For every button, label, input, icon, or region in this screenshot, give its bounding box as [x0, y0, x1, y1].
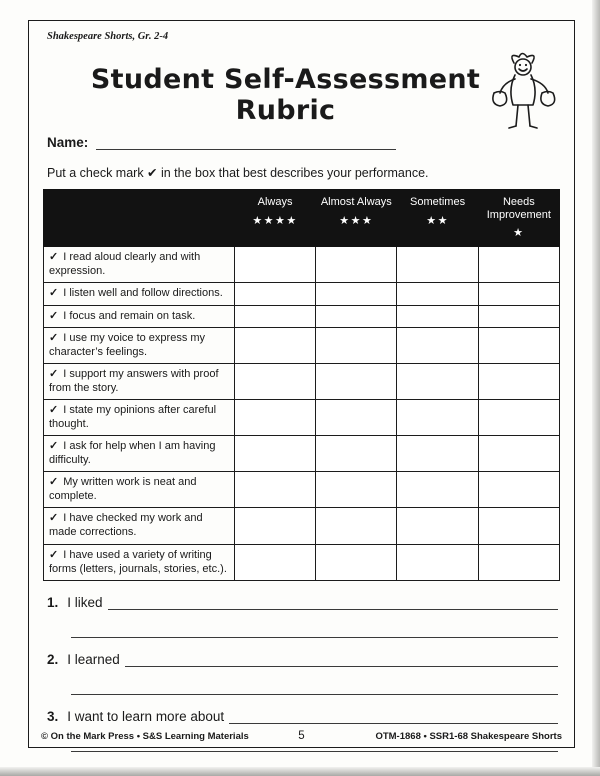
three-stars-icon: ★★★: [339, 214, 374, 227]
rating-checkbox-cell[interactable]: [316, 399, 397, 435]
rating-checkbox-cell[interactable]: [478, 508, 559, 544]
prompt-number: 3.: [47, 708, 59, 724]
rubric-row: [44, 283, 560, 305]
two-stars-icon: ★★: [426, 214, 449, 227]
rating-checkbox-cell[interactable]: [234, 363, 315, 399]
footer-catalog-code: OTM-1868 • SSR1-68 Shakespeare Shorts: [375, 731, 562, 742]
rating-checkbox-cell[interactable]: [478, 327, 559, 363]
statement-text: I state my opinions after careful thought.: [49, 403, 217, 430]
rating-checkbox-cell[interactable]: [234, 508, 315, 544]
statement-text: I use my voice to express my character’s feelings.: [49, 331, 206, 358]
prompt-first-line: [47, 594, 558, 610]
footer-page-number: 5: [298, 730, 305, 742]
column-header-needs-improvement: [478, 190, 559, 247]
rating-checkbox-cell[interactable]: [478, 472, 559, 508]
one-star-icon: ★: [513, 227, 525, 240]
rating-checkbox-cell[interactable]: [234, 305, 315, 327]
rating-checkbox-cell[interactable]: [478, 283, 559, 305]
statement-cell: [44, 544, 235, 580]
statement-cell: [44, 508, 235, 544]
rating-checkbox-cell[interactable]: [478, 399, 559, 435]
column-header-almost-always: [316, 190, 397, 247]
statement-text: I listen well and follow directions.: [63, 287, 223, 300]
rubric-row: [44, 544, 560, 580]
rating-checkbox-cell[interactable]: [316, 544, 397, 580]
check-icon: ✓: [49, 287, 59, 300]
column-label: Always: [257, 196, 293, 208]
prompt-answer-line[interactable]: [108, 594, 558, 610]
prompt-block: [47, 651, 558, 695]
statement-text: My written work is neat and complete.: [49, 476, 197, 503]
rating-checkbox-cell[interactable]: [234, 327, 315, 363]
page-title: Student Self-Assessment Rubric: [90, 64, 481, 126]
rating-checkbox-cell[interactable]: [316, 327, 397, 363]
rating-checkbox-cell[interactable]: [316, 363, 397, 399]
prompt-first-line: [47, 708, 558, 724]
rating-checkbox-cell[interactable]: [478, 305, 559, 327]
rating-checkbox-cell[interactable]: [397, 472, 478, 508]
rating-checkbox-cell[interactable]: [234, 247, 315, 283]
rating-checkbox-cell[interactable]: [316, 436, 397, 472]
column-label: Sometimes: [410, 196, 466, 208]
rubric-row: [44, 327, 560, 363]
column-header-sometimes: [397, 190, 478, 247]
rating-checkbox-cell[interactable]: [397, 544, 478, 580]
rating-checkbox-cell[interactable]: [316, 247, 397, 283]
rating-checkbox-cell[interactable]: [478, 544, 559, 580]
check-icon: ✓: [49, 476, 59, 489]
scan-edge-bottom: [0, 767, 600, 776]
column-header-always: [234, 190, 315, 247]
check-icon: ✓: [49, 440, 59, 453]
statement-text: I read aloud clearly and with expression.: [49, 251, 201, 278]
statement-text: I have used a variety of writing forms (letters, journals, stories, etc.).: [49, 548, 227, 575]
statement-cell: [44, 305, 235, 327]
rating-checkbox-cell[interactable]: [397, 363, 478, 399]
prompt-answer-line-2[interactable]: [71, 680, 558, 695]
check-icon: ✓: [49, 512, 59, 525]
rating-checkbox-cell[interactable]: [234, 399, 315, 435]
rating-checkbox-cell[interactable]: [478, 436, 559, 472]
check-icon: ✓: [49, 367, 59, 380]
name-input-line[interactable]: [96, 134, 396, 150]
page-border-frame: [28, 20, 575, 748]
rating-checkbox-cell[interactable]: [397, 305, 478, 327]
rating-checkbox-cell[interactable]: [234, 472, 315, 508]
statement-cell: [44, 472, 235, 508]
rating-checkbox-cell[interactable]: [397, 436, 478, 472]
prompt-answer-line[interactable]: [229, 708, 558, 724]
rating-checkbox-cell[interactable]: [397, 283, 478, 305]
rating-checkbox-cell[interactable]: [478, 247, 559, 283]
series-label: Shakespeare Shorts, Gr. 2-4: [47, 31, 169, 42]
rating-checkbox-cell[interactable]: [316, 283, 397, 305]
prompt-block: [47, 594, 558, 638]
rubric-row: [44, 305, 560, 327]
rating-checkbox-cell[interactable]: [316, 508, 397, 544]
prompt-first-line: [47, 651, 558, 667]
rating-checkbox-cell[interactable]: [234, 436, 315, 472]
statement-column-header: [44, 190, 235, 247]
statement-cell: [44, 363, 235, 399]
rating-checkbox-cell[interactable]: [478, 363, 559, 399]
rubric-table: [43, 189, 560, 581]
rating-checkbox-cell[interactable]: [316, 305, 397, 327]
four-stars-icon: ★★★★: [252, 214, 298, 227]
statement-text: I support my answers with proof from the story.: [49, 367, 219, 394]
rubric-row: [44, 363, 560, 399]
name-label: Name:: [47, 135, 89, 150]
statement-cell: [44, 327, 235, 363]
jester-masks-illustration: [488, 48, 560, 140]
rubric-row: [44, 436, 560, 472]
check-icon: ✓: [49, 331, 59, 344]
title-row: [43, 46, 560, 130]
scan-edge-right: [592, 0, 600, 776]
statement-cell: [44, 247, 235, 283]
statement-cell: [44, 399, 235, 435]
page-footer: [41, 730, 562, 742]
rubric-row: [44, 508, 560, 544]
check-icon: ✓: [49, 251, 59, 264]
prompt-label: I liked: [67, 594, 103, 610]
prompt-label: I learned: [67, 651, 120, 667]
check-icon: ✓: [49, 548, 59, 561]
statement-cell: [44, 436, 235, 472]
column-label: Needs Improvement: [486, 196, 551, 221]
reflection-prompts: [47, 594, 558, 752]
rating-checkbox-cell[interactable]: [397, 508, 478, 544]
statement-cell: [44, 283, 235, 305]
rating-checkbox-cell[interactable]: [397, 327, 478, 363]
rubric-header-row: [44, 190, 560, 247]
rubric-row: [44, 399, 560, 435]
check-icon: ✓: [49, 403, 59, 416]
statement-text: I ask for help when I am having difficulty.: [49, 440, 216, 467]
statement-text: I focus and remain on task.: [63, 309, 196, 322]
rating-checkbox-cell[interactable]: [234, 544, 315, 580]
prompt-label: I want to learn more about: [67, 708, 225, 724]
statement-text: I have checked my work and made corrections.: [49, 512, 203, 539]
rating-checkbox-cell[interactable]: [316, 472, 397, 508]
prompt-number: 1.: [47, 594, 59, 610]
prompt-number: 2.: [47, 651, 59, 667]
rubric-row: [44, 472, 560, 508]
name-row: [47, 134, 560, 150]
rating-checkbox-cell[interactable]: [397, 247, 478, 283]
prompt-answer-line[interactable]: [125, 651, 558, 667]
check-icon: ✓: [49, 309, 59, 322]
rating-checkbox-cell[interactable]: [397, 399, 478, 435]
footer-publisher: © On the Mark Press • S&S Learning Materials: [41, 731, 249, 742]
instruction-text: Put a check mark ✔ in the box that best describes your performance.: [47, 166, 429, 180]
rating-checkbox-cell[interactable]: [234, 283, 315, 305]
rubric-row: [44, 247, 560, 283]
prompt-answer-line-2[interactable]: [71, 623, 558, 638]
column-label: Almost Always: [320, 196, 392, 208]
